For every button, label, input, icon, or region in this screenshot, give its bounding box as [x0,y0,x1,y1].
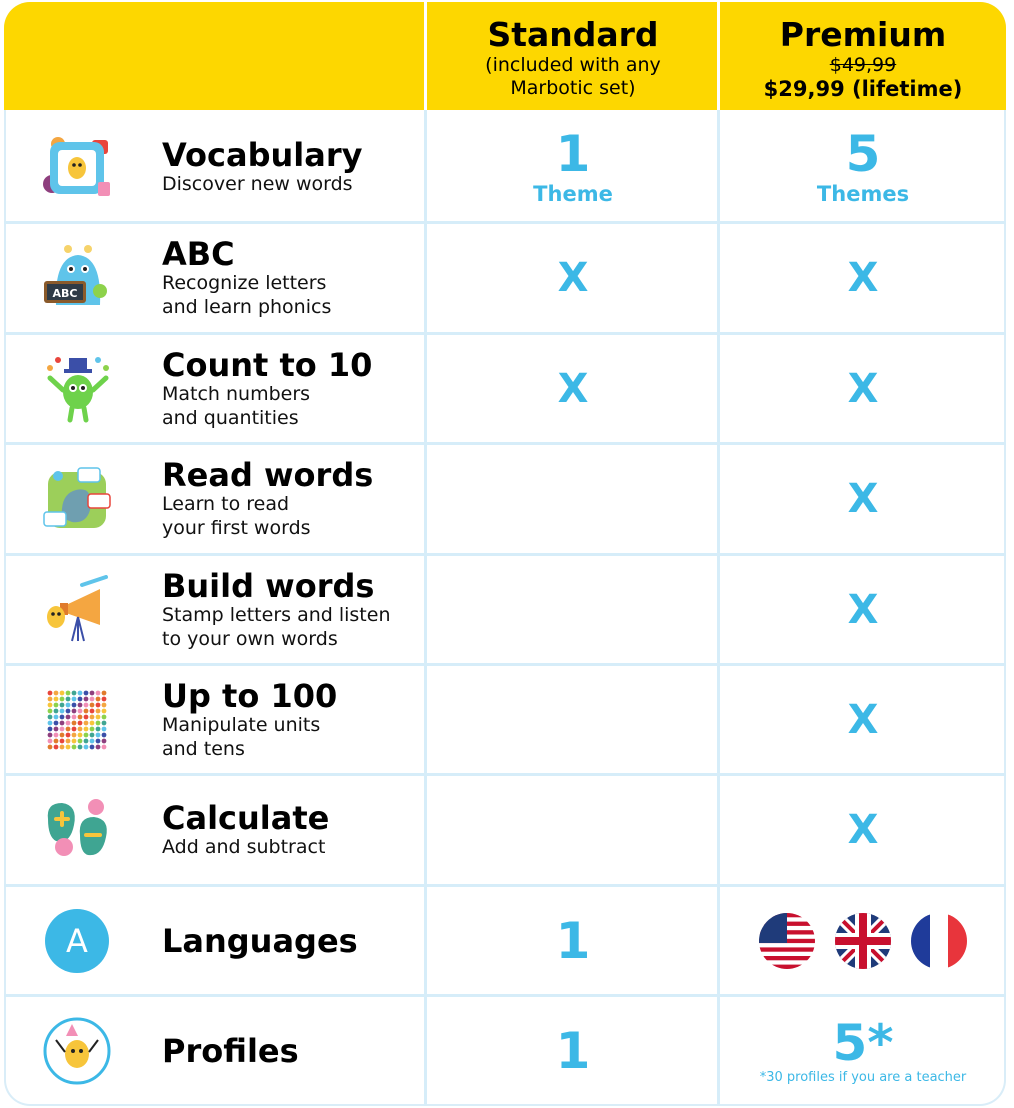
feature-description: Manipulate units [162,714,321,736]
grid-dot [102,703,107,708]
table-row-count-to-10 [4,334,1006,444]
grid-dot [60,739,65,744]
grid-dot [66,739,71,744]
grid-dot [72,745,77,750]
grid-dot [102,727,107,732]
standard-subtitle-line2: Marbotic set) [510,77,636,99]
grid-dot [96,739,101,744]
grid-dot [84,697,89,702]
feature-description: Stamp letters and listen [162,604,391,626]
grid-dot [48,703,53,708]
premium-cell [720,886,1006,996]
table-row-build-words [4,555,1006,665]
grid-dot [96,733,101,738]
grid-dot [78,703,83,708]
premium-cell [720,334,1006,444]
grid-dot [48,715,53,720]
grid-dot [102,745,107,750]
feature-languages [162,886,422,996]
grid-dot [66,703,71,708]
grid-dot [90,715,95,720]
grid-dot [84,691,89,696]
grid-dot [72,691,77,696]
standard-subtitle-line1: (included with any [485,54,661,76]
grid-dot [54,733,59,738]
grid-dot [84,721,89,726]
grid-dot [84,709,89,714]
table-row-read-words [4,444,1006,554]
uk-flag-icon [835,913,891,969]
feature-description: and learn phonics [162,296,332,318]
standard-value: 1 [555,912,591,970]
feature-title: Profiles [162,1032,299,1070]
grid-dot [54,697,59,702]
feature-read-words [162,444,422,554]
feature-calculate [162,775,422,885]
grid-dot [48,697,53,702]
feature-description: and quantities [162,407,299,429]
grid-dot [66,733,71,738]
language-icon-letter: A [66,922,88,960]
premium-value: 5 [845,125,881,183]
standard-cell [428,996,718,1106]
feature-count-to-10 [162,334,422,444]
grid-dot [48,727,53,732]
grid-dot [78,721,83,726]
grid-dot [48,691,53,696]
grid-dot [90,709,95,714]
table-row-languages [4,886,1006,996]
grid-dot [90,691,95,696]
grid-dot [72,709,77,714]
grid-dot [66,697,71,702]
grid-dot [96,709,101,714]
standard-cell [428,665,718,775]
us-flag-icon [759,913,815,969]
table-row-profiles [4,996,1006,1106]
feature-description: Add and subtract [162,836,326,858]
grid-dot [90,721,95,726]
feature-description: to your own words [162,628,338,650]
feature-title: Read words [162,456,374,494]
calculate-icon [42,795,112,865]
grid-dot [72,733,77,738]
language-flags [759,913,967,969]
premium-old-price: $49,99 [829,54,897,76]
grid-dot [96,745,101,750]
feature-description: Match numbers [162,383,311,405]
grid-dot [54,739,59,744]
standard-cell [428,112,718,222]
grid-dot [48,739,53,744]
premium-cell [720,665,1006,775]
standard-value: 1 [555,1022,591,1080]
grid-dot [102,715,107,720]
included-mark: X [847,476,879,522]
grid-dot [72,697,77,702]
feature-title: Count to 10 [162,346,373,384]
grid-dot [72,721,77,726]
grid-dot [60,709,65,714]
standard-unit: Theme [533,182,613,206]
feature-description: and tens [162,738,245,760]
included-mark: X [847,255,879,301]
header-divider [424,2,427,110]
feature-description: Learn to read [162,493,290,515]
grid-dot [78,727,83,732]
standard-cell [428,444,718,554]
included-mark: X [847,697,879,743]
grid-dot [84,727,89,732]
grid-dot [48,733,53,738]
profile-icon [42,1016,112,1086]
grid-dot [60,697,65,702]
grid-dot [102,733,107,738]
grid-dot [78,745,83,750]
premium-price: $29,99 (lifetime) [763,77,963,101]
premium-cell [720,555,1006,665]
grid-dot [72,715,77,720]
included-mark: X [847,807,879,853]
standard-value: 1 [555,125,591,183]
grid-dot [54,709,59,714]
grid-dot [90,739,95,744]
grid-dot [90,697,95,702]
grid-dot [60,733,65,738]
feature-build-words [162,555,422,665]
grid-dot [60,691,65,696]
grid-dot [60,715,65,720]
standard-cell [428,223,718,333]
included-mark: X [847,366,879,412]
grid-dot [54,727,59,732]
premium-cell [720,112,1006,222]
feature-profiles [162,996,422,1106]
dots-grid-icon [42,685,112,755]
premium-cell [720,775,1006,885]
premium-cell [720,996,1006,1106]
feature-vocabulary [162,112,422,222]
feature-title: Calculate [162,799,330,837]
standard-cell [428,775,718,885]
feature-description: Discover new words [162,173,353,195]
grid-dot [48,709,53,714]
grid-dot [90,727,95,732]
comparison-table [4,2,1006,1106]
grid-dot [54,721,59,726]
premium-title: Premium [779,15,947,54]
feature-description: Recognize letters [162,272,327,294]
grid-dot [60,745,65,750]
grid-dot [90,733,95,738]
feature-title: Build words [162,567,375,605]
table-row-calculate [4,775,1006,885]
grid-dot [84,745,89,750]
grid-dot [78,709,83,714]
premium-column-header [720,2,1006,110]
grid-dot [78,733,83,738]
svg-text:ABC: ABC [52,287,78,300]
feature-title: Vocabulary [162,136,363,174]
grid-dot [96,691,101,696]
grid-dot [96,697,101,702]
standard-cell [428,555,718,665]
language-icon [42,906,112,976]
grid-dot [66,691,71,696]
grid-dot [60,727,65,732]
vocabulary-icon [42,132,112,202]
standard-title: Standard [487,15,659,54]
grid-dot [102,739,107,744]
france-flag-icon [911,913,967,969]
feature-up-to-100 [162,665,422,775]
grid-dot [60,703,65,708]
count-icon [42,354,112,424]
grid-dot [48,721,53,726]
feature-description: your first words [162,517,311,539]
abc-icon [42,243,112,313]
premium-unit: Themes [816,182,910,206]
grid-dot [60,721,65,726]
grid-dot [54,703,59,708]
standard-column-header [428,2,718,110]
feature-title: Languages [162,922,358,960]
grid-dot [84,703,89,708]
grid-dot [102,697,107,702]
grid-dot [66,721,71,726]
table-row-abc [4,223,1006,333]
grid-dot [54,691,59,696]
grid-dot [84,733,89,738]
feature-title: ABC [162,235,235,273]
grid-dot [102,709,107,714]
grid-dot [78,739,83,744]
grid-dot [48,745,53,750]
grid-dot [54,745,59,750]
grid-dot [78,715,83,720]
premium-cell [720,444,1006,554]
table-row-up-to-100 [4,665,1006,775]
table-row-vocabulary [4,112,1006,222]
grid-dot [66,745,71,750]
standard-cell [428,334,718,444]
read-words-icon [42,464,112,534]
megaphone-icon [42,575,112,645]
grid-dot [96,727,101,732]
grid-dot [96,721,101,726]
premium-cell [720,223,1006,333]
grid-dot [66,727,71,732]
grid-dot [78,697,83,702]
feature-title: Up to 100 [162,677,338,715]
grid-dot [84,739,89,744]
grid-dot [96,703,101,708]
grid-dot [78,691,83,696]
grid-dot [72,727,77,732]
grid-dot [66,709,71,714]
grid-dot [90,703,95,708]
grid-dot [72,739,77,744]
feature-abc [162,223,422,333]
grid-dot [90,745,95,750]
premium-value: 5* [832,1014,894,1072]
grid-dot [72,703,77,708]
included-mark: X [847,587,879,633]
grid-dot [66,715,71,720]
grid-dot [54,715,59,720]
included-mark: X [557,366,589,412]
grid-dot [96,715,101,720]
grid-dot [84,715,89,720]
grid-dot [102,691,107,696]
premium-footnote: *30 profiles if you are a teacher [759,1070,967,1085]
standard-cell [428,886,718,996]
grid-dot [102,721,107,726]
included-mark: X [557,255,589,301]
